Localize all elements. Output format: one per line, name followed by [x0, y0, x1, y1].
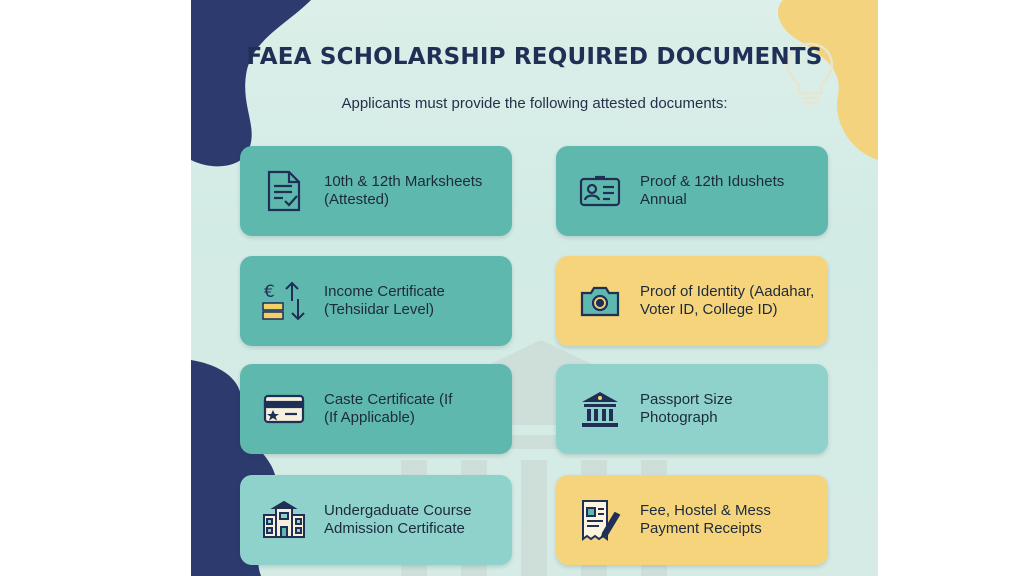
certificate-card-icon: [262, 387, 306, 431]
document-label: Fee, Hostel & Mess Payment Receipts: [640, 502, 771, 537]
document-card-admission-certificate: [240, 475, 512, 565]
document-card-income-certificate: [240, 256, 512, 346]
bank-building-icon: [578, 387, 622, 431]
currency-exchange-icon: [262, 279, 306, 323]
receipt-pen-icon: [578, 498, 622, 542]
document-card-payment-receipts: [556, 475, 828, 565]
school-building-icon: [262, 498, 306, 542]
document-label: Proof & 12th Idushets Annual: [640, 173, 785, 208]
scholarship-poster: [191, 0, 878, 576]
document-label: Income Certificate (Tehsiidar Level): [324, 283, 445, 318]
page-subtitle: Applicants must provide the following attested documents:: [341, 95, 728, 112]
camera-icon: [578, 279, 622, 323]
document-card-proof-idushets: [556, 146, 828, 236]
document-card-marksheets: [240, 146, 512, 236]
svg-text:€: €: [264, 282, 275, 302]
document-label: 10th & 12th Marksheets (Attested): [324, 173, 483, 208]
document-card-proof-of-identity: [556, 256, 828, 346]
page-title: FAEA SCHOLARSHIP REQUIRED DOCUMENTS: [246, 44, 823, 70]
document-card-caste-certificate: [240, 364, 512, 454]
document-label: Passport Size Photograph: [640, 391, 733, 426]
document-label: Caste Certificate (If (If Applicable): [324, 391, 453, 426]
document-label: Undergaduate Course Admission Certificate: [324, 502, 472, 537]
document-label: Proof of Identity (Aadahar, Voter ID, College ID): [640, 283, 815, 318]
navy-blob-top-left: [191, 0, 341, 170]
document-card-passport-photograph: [556, 364, 828, 454]
id-card-icon: [578, 169, 622, 213]
document-check-icon: [262, 169, 306, 213]
